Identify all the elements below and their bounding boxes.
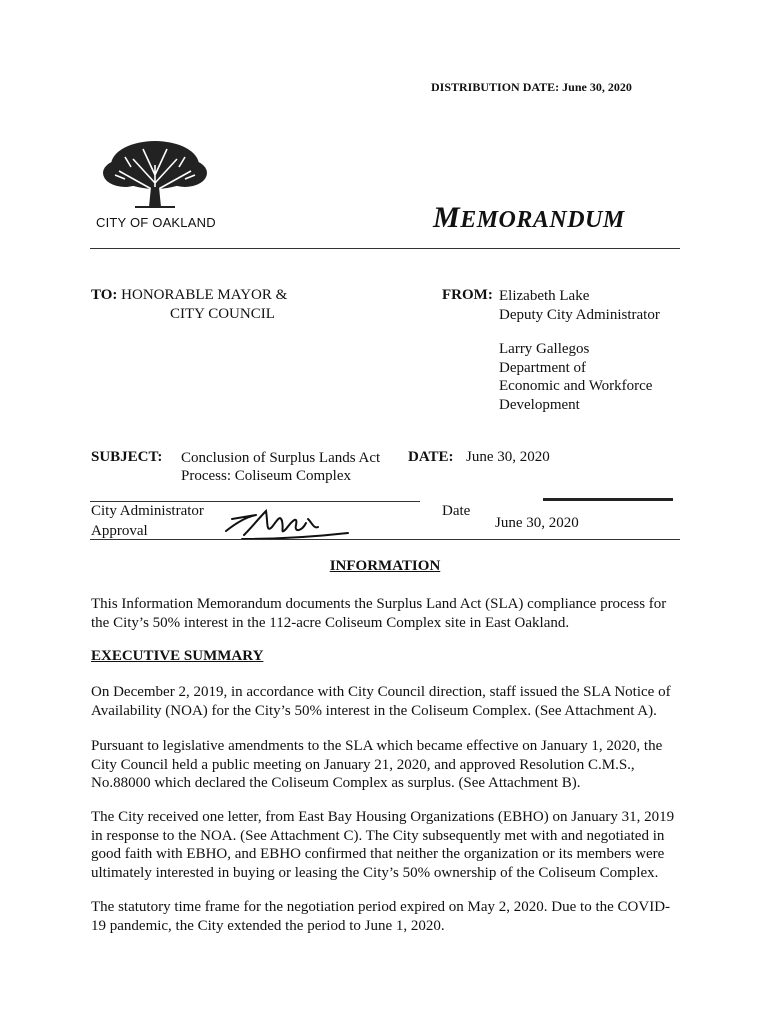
paragraph-line: Pursuant to legislative amendments to the SLA which became effective on January 1, 2020, the bbox=[91, 738, 663, 754]
distribution-date: DISTRIBUTION DATE: June 30, 2020 bbox=[431, 80, 632, 94]
approval-bottom-rule bbox=[90, 539, 680, 540]
date-value: June 30, 2020 bbox=[466, 449, 550, 465]
approval-top-rule bbox=[90, 501, 420, 502]
paragraph-line: 19 pandemic, the City extended the period to June 1, 2020. bbox=[91, 917, 445, 934]
paragraph-3 bbox=[91, 808, 683, 882]
paragraph-line: ultimately interested in buying or leasing the City’s 50% ownership of the Coliseum Complex. bbox=[91, 864, 659, 881]
approval-date-value: June 30, 2020 bbox=[495, 515, 579, 531]
memorandum-title-initial: M bbox=[433, 201, 461, 234]
from-name-2: Larry Gallegos bbox=[499, 341, 590, 357]
paragraph-line: Availability (NOA) for the City’s 50% interest in the Coliseum Complex. (See Attachment A). bbox=[91, 702, 657, 719]
paragraph-line: The statutory time frame for the negotiation period expired on May 2, 2020. Due to the COVID- bbox=[91, 899, 671, 915]
paragraph-line: The City received one letter, from East Bay Housing Organizations (EBHO) on January 31, 2019 bbox=[91, 809, 675, 825]
to-value: HONORABLE MAYOR & bbox=[121, 287, 288, 303]
subject-line-1: Conclusion of Surplus Lands Act bbox=[181, 450, 381, 466]
from-name-1: Elizabeth Lake bbox=[499, 288, 590, 304]
paragraph-line: good faith with EBHO, and EBHO confirmed that neither the organization or its members were bbox=[91, 846, 665, 862]
header-divider bbox=[90, 248, 680, 249]
intro-paragraph bbox=[91, 595, 683, 632]
to-label: TO: bbox=[91, 287, 118, 303]
date-top-rule bbox=[543, 498, 673, 501]
paragraph-line: in response to the NOA. (See Attachment C). The City subsequently met with and negotiated in bbox=[91, 827, 665, 844]
paragraph-2 bbox=[91, 737, 683, 793]
oak-tree-logo-icon bbox=[95, 135, 215, 215]
approval-label-1: City Administrator bbox=[91, 503, 204, 519]
from-title-1: Deputy City Administrator bbox=[499, 307, 660, 323]
to-line-1 bbox=[91, 287, 287, 304]
approval-date-label: Date bbox=[442, 503, 471, 519]
subject-line-2: Process: Coliseum Complex bbox=[181, 468, 351, 484]
executive-summary-heading: EXECUTIVE SUMMARY bbox=[91, 648, 264, 664]
paragraph-line: City Council held a public meeting on January 21, 2020, and approved Resolution C.M.S., bbox=[91, 756, 635, 773]
subject-label: SUBJECT: bbox=[91, 449, 163, 465]
date-label: DATE: bbox=[408, 449, 454, 465]
approval-label-2: Approval bbox=[91, 523, 148, 539]
city-name: CITY OF OAKLAND bbox=[96, 215, 216, 230]
paragraph-4 bbox=[91, 898, 683, 935]
memorandum-title bbox=[433, 201, 625, 235]
paragraph-line: On December 2, 2019, in accordance with City Council direction, staff issued the SLA Notice of bbox=[91, 684, 671, 700]
from-title-2b: Economic and Workforce bbox=[499, 378, 653, 394]
from-title-2a: Department of bbox=[499, 360, 587, 376]
intro-line: This Information Memorandum documents the Surplus Land Act (SLA) compliance process for bbox=[91, 596, 667, 612]
paragraph-1 bbox=[91, 683, 683, 720]
information-heading: INFORMATION bbox=[329, 558, 441, 574]
intro-line: the City’s 50% interest in the 112-acre Coliseum Complex site in East Oakland. bbox=[91, 614, 570, 631]
to-line-2: CITY COUNCIL bbox=[170, 306, 275, 322]
subject-value bbox=[181, 449, 380, 485]
paragraph-line: No.88000 which declared the Coliseum Complex as surplus. (See Attachment B). bbox=[91, 775, 581, 791]
memorandum-title-rest: EMORANDUM bbox=[460, 207, 625, 233]
from-label: FROM: bbox=[442, 287, 493, 303]
from-title-2c: Development bbox=[499, 397, 580, 413]
